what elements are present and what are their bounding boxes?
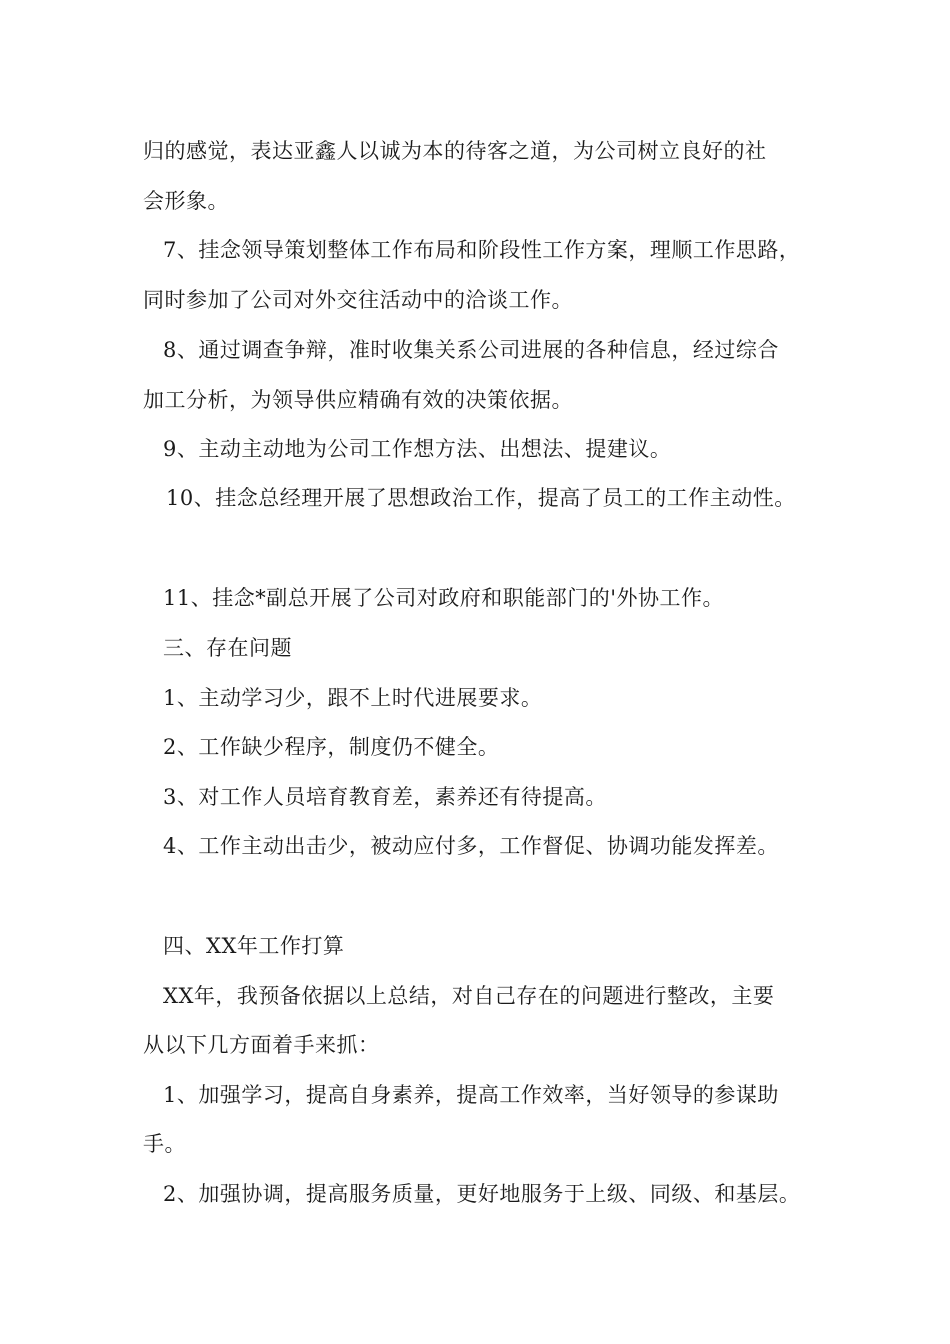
paragraph-line: 从以下几方面着手来抓： (143, 1033, 380, 1057)
section-heading: 三、存在问题 (163, 636, 292, 660)
list-item: 1、加强学习，提高自身素养，提高工作效率，当好领导的参谋助 (163, 1083, 779, 1107)
paragraph-line: XX年，我预备依据以上总结，对自己存在的问题进行整改，主要 (163, 984, 775, 1008)
paragraph-line: 同时参加了公司对外交往活动中的洽谈工作。 (143, 288, 573, 312)
list-item: 3、对工作人员培育教育差，素养还有待提高。 (163, 785, 607, 809)
list-item-11: 11、挂念*副总开展了公司对政府和职能部门的'外协工作。 (163, 586, 724, 610)
paragraph-line: 手。 (143, 1132, 186, 1156)
list-item: 4、工作主动出击少，被动应付多，工作督促、协调功能发挥差。 (163, 834, 779, 858)
paragraph-line: 加工分析，为领导供应精确有效的决策依据。 (143, 388, 573, 412)
list-item: 2、加强协调，提高服务质量，更好地服务于上级、同级、和基层。 (163, 1182, 801, 1206)
paragraph-line: 会形象。 (143, 189, 229, 213)
list-item-8: 8、通过调查争辩，准时收集关系公司进展的各种信息，经过综合 (163, 338, 779, 362)
paragraph-line: 归的感觉，表达亚鑫人以诚为本的待客之道，为公司树立良好的社 (143, 139, 767, 163)
list-item: 1、主动学习少，跟不上时代进展要求。 (163, 686, 543, 710)
list-item-10: 10、挂念总经理开展了思想政治工作，提高了员工的工作主动性。 (166, 486, 796, 510)
list-item: 2、工作缺少程序，制度仍不健全。 (163, 735, 500, 759)
section-heading: 四、XX年工作打算 (163, 934, 345, 958)
list-item-7: 7、挂念领导策划整体工作布局和阶段性工作方案，理顺工作思路， (163, 238, 801, 262)
list-item-9: 9、主动主动地为公司工作想方法、出想法、提建议。 (163, 437, 672, 461)
